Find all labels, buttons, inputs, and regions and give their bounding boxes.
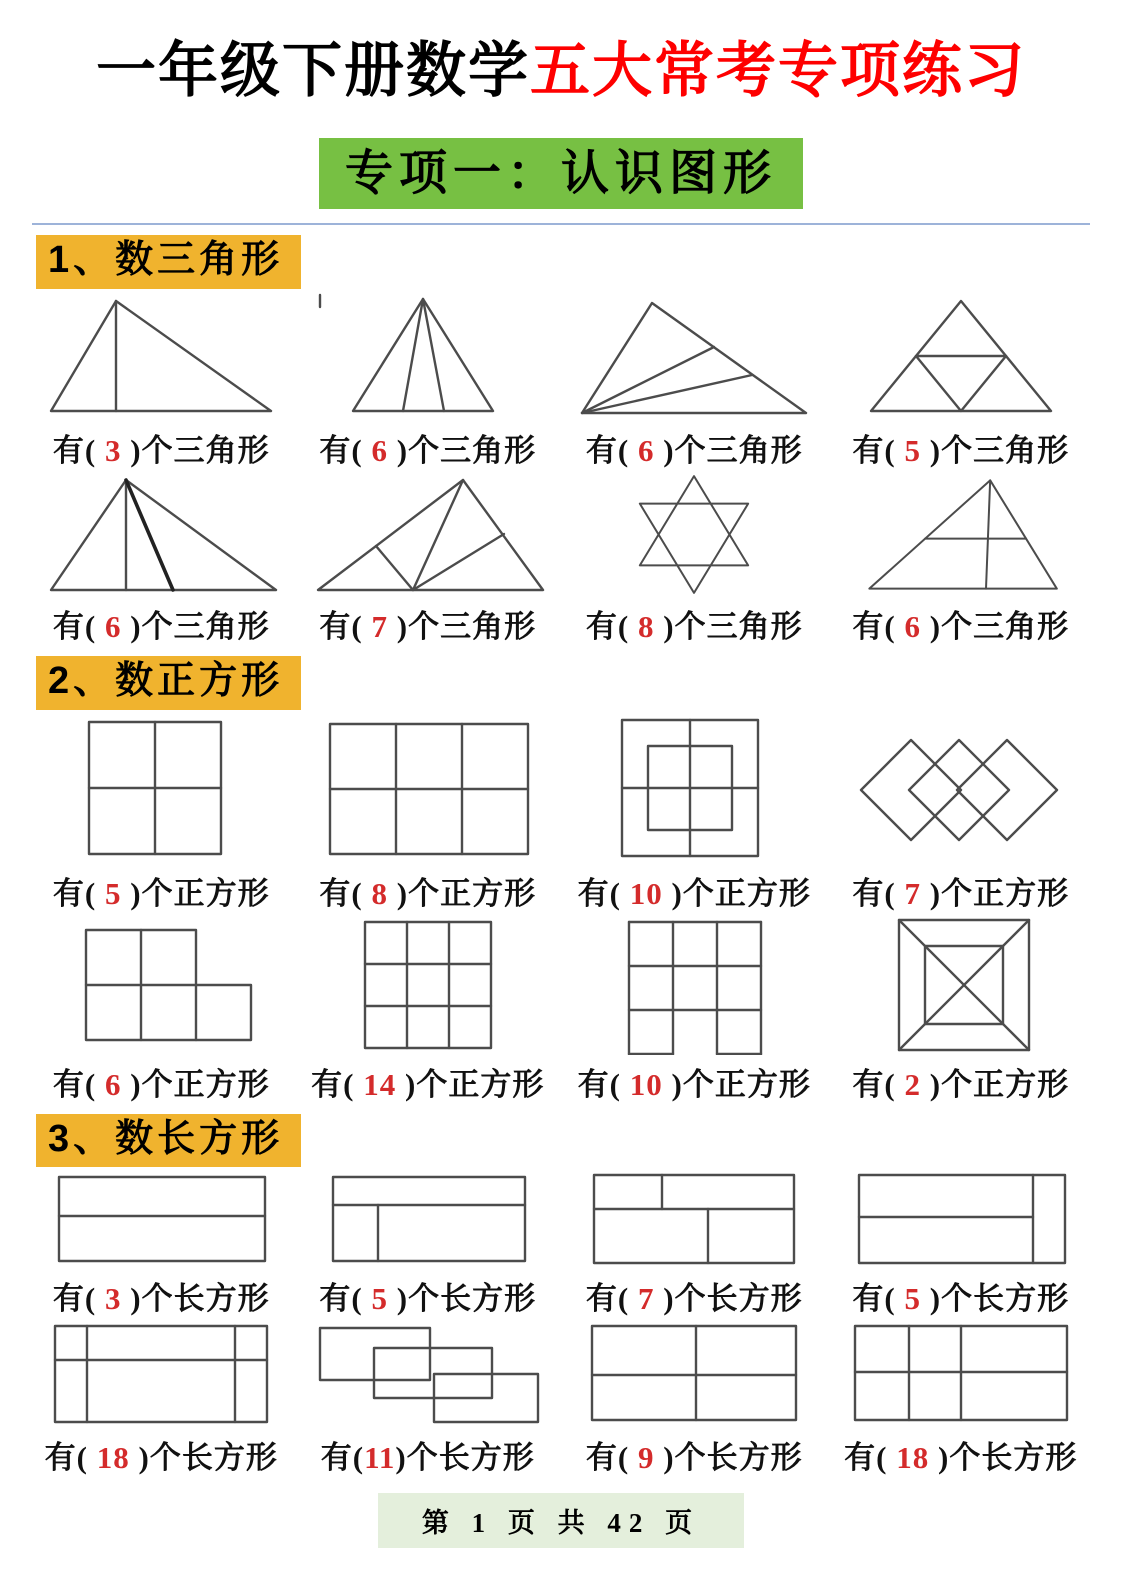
answer-prefix: 有(: [311, 1066, 355, 1102]
answer-line: [28, 601, 295, 646]
step-pentomino-figure: [36, 915, 286, 1055]
answer-count: 6: [96, 1066, 131, 1102]
rect-3x2-uneven-figure: [836, 1320, 1086, 1428]
exercise-cell: [828, 1320, 1095, 1477]
triangle-midsegment-figure: [836, 291, 1086, 421]
exercise-cell: [828, 712, 1095, 913]
answer-suffix: )个正方形: [405, 1066, 545, 1102]
exercise-cell: [295, 712, 562, 913]
answer-suffix: )个三角形: [929, 432, 1070, 468]
answer-count: 2: [895, 1066, 930, 1102]
topic-banner: 专项一：认识图形: [319, 138, 803, 209]
answer-line: [28, 1059, 295, 1104]
answer-count: 18: [88, 1440, 139, 1476]
rect-offset-split-figure: [569, 1169, 819, 1269]
exercise-cell: [28, 712, 295, 913]
answer-suffix: )个长方形: [663, 1281, 803, 1317]
answer-line: [295, 601, 562, 646]
answer-count: 5: [895, 432, 930, 468]
answer-prefix: 有(: [577, 875, 621, 911]
answer-count: 6: [96, 608, 131, 644]
grid-2x2-figure: [36, 712, 286, 864]
answer-line: [295, 1059, 562, 1104]
exercise-cell: [561, 1169, 828, 1318]
answer-prefix: 有(: [320, 1440, 365, 1476]
answer-prefix: 有(: [585, 432, 630, 468]
answer-count: 6: [629, 432, 664, 468]
exercise-cell: [28, 1169, 295, 1318]
answer-prefix: 有(: [577, 1066, 621, 1102]
exercise-cell: [561, 1320, 828, 1477]
exercise-cell: [28, 291, 295, 470]
exercise-cell: [28, 472, 295, 646]
answer-line: [295, 1273, 562, 1318]
rectangle-row-2: [28, 1320, 1094, 1477]
exercise-cell: [561, 291, 828, 470]
square-row-2: [28, 915, 1094, 1104]
answer-suffix: )个正方形: [130, 1066, 270, 1102]
answer-prefix: 有(: [52, 1281, 97, 1317]
rect-2x2-figure: [569, 1320, 819, 1428]
exercise-cell: [295, 915, 562, 1104]
page-title: [28, 38, 1094, 104]
grid-3x3-figure: [303, 915, 553, 1055]
rect-right-column-figure: [836, 1169, 1086, 1269]
answer-prefix: 有(: [52, 608, 97, 644]
exercise-cell: [828, 291, 1095, 470]
answer-line: [561, 425, 828, 470]
answer-prefix: 有(: [52, 432, 97, 468]
answer-line: [828, 1273, 1095, 1318]
exercise-cell: [295, 1169, 562, 1318]
square-inscribed-diagonals-figure: [836, 915, 1086, 1055]
triangle-two-cevians-figure: [303, 291, 553, 421]
grid-3x2-figure: [303, 712, 553, 864]
triangle-fan-figure: [569, 291, 819, 421]
answer-line: [828, 601, 1095, 646]
answer-count: 5: [895, 1281, 930, 1317]
page-title-black: 一年级下册数学: [96, 37, 530, 104]
section-heading-triangles: 1、数三角形: [36, 235, 301, 289]
triangle-row-2: [28, 472, 1094, 646]
answer-count: 3: [96, 1281, 131, 1317]
answer-prefix: 有(: [852, 1066, 896, 1102]
answer-suffix: )个长方形: [396, 1281, 537, 1317]
exercise-cell: [561, 712, 828, 913]
answer-line: [561, 868, 828, 913]
answer-prefix: 有(: [844, 1440, 888, 1476]
grid-3x3-missing-cell-figure: [569, 915, 819, 1055]
rect-3x2-margins-figure: [36, 1320, 286, 1428]
answer-line: [295, 425, 562, 470]
answer-line: [561, 1059, 828, 1104]
answer-prefix: 有(: [585, 608, 630, 644]
triangle-row-1: [28, 291, 1094, 470]
exercise-cell: [561, 472, 828, 646]
answer-count: 7: [895, 875, 930, 911]
three-overlapping-rects-figure: [303, 1320, 553, 1428]
triangle-cevian-fan-figure: [303, 472, 553, 597]
answer-count: 6: [895, 608, 930, 644]
answer-line: [295, 868, 562, 913]
answer-count: 3: [96, 432, 131, 468]
grid-2x2-inner-square-figure: [569, 712, 819, 864]
answer-suffix: )个长方形: [138, 1440, 278, 1476]
answer-prefix: 有(: [852, 608, 896, 644]
answer-count: 5: [362, 1281, 397, 1317]
answer-prefix: 有(: [319, 1281, 363, 1317]
answer-suffix: )个三角形: [929, 608, 1070, 644]
answer-count: 10: [621, 1066, 672, 1102]
hexagram-star-figure: [569, 472, 819, 597]
answer-line: [28, 1273, 295, 1318]
section-heading-rectangles: 3、数长方形: [36, 1114, 301, 1168]
answer-count: 7: [362, 608, 397, 644]
answer-suffix: )个三角形: [396, 608, 537, 644]
answer-line: [28, 1432, 295, 1477]
divider-line: [32, 223, 1090, 225]
answer-prefix: 有(: [585, 1440, 630, 1476]
answer-count: 8: [362, 875, 397, 911]
page-title-red: 五大常考专项练习: [530, 37, 1026, 104]
answer-suffix: )个三角形: [663, 432, 803, 468]
answer-prefix: 有(: [319, 875, 363, 911]
answer-line: [561, 601, 828, 646]
answer-suffix: )个正方形: [671, 875, 811, 911]
triangle-cross-lines-figure: [836, 472, 1086, 597]
answer-prefix: 有(: [852, 1281, 896, 1317]
triangle-bold-cevian-figure: [36, 472, 286, 597]
answer-prefix: 有(: [852, 875, 896, 911]
exercise-cell: [828, 1169, 1095, 1318]
answer-line: [828, 868, 1095, 913]
answer-suffix: )个三角形: [130, 608, 270, 644]
answer-line: [561, 1273, 828, 1318]
answer-suffix: )个长方形: [938, 1440, 1078, 1476]
answer-count: 18: [887, 1440, 938, 1476]
answer-count: 8: [629, 608, 664, 644]
exercise-cell: [28, 1320, 295, 1477]
answer-line: [828, 1432, 1095, 1477]
answer-count: 9: [629, 1440, 664, 1476]
answer-prefix: 有(: [44, 1440, 88, 1476]
square-row-1: [28, 712, 1094, 913]
answer-count: 7: [629, 1281, 664, 1317]
answer-suffix: )个长方形: [130, 1281, 270, 1317]
answer-prefix: 有(: [52, 1066, 97, 1102]
exercise-cell: [828, 915, 1095, 1104]
exercise-cell: [295, 472, 562, 646]
exercise-cell: [828, 472, 1095, 646]
answer-suffix: )个正方形: [130, 875, 270, 911]
rectangle-row-1: [28, 1169, 1094, 1318]
answer-prefix: 有(: [585, 1281, 630, 1317]
answer-prefix: 有(: [319, 432, 363, 468]
answer-suffix: )个正方形: [929, 1066, 1070, 1102]
answer-suffix: )个三角形: [663, 608, 803, 644]
answer-suffix: )个长方形: [395, 1440, 535, 1476]
answer-line: [28, 425, 295, 470]
exercise-cell: [295, 1320, 562, 1477]
answer-count: 10: [621, 875, 672, 911]
answer-line: [295, 1432, 562, 1477]
answer-suffix: )个正方形: [929, 875, 1070, 911]
three-diamonds-figure: [836, 712, 1086, 864]
triangle-with-altitude-figure: [36, 291, 286, 421]
answer-suffix: )个三角形: [396, 432, 537, 468]
answer-prefix: 有(: [319, 608, 363, 644]
answer-suffix: )个长方形: [663, 1440, 803, 1476]
answer-line: [561, 1432, 828, 1477]
answer-prefix: 有(: [52, 875, 97, 911]
rect-top-strip-split-figure: [303, 1169, 553, 1269]
answer-count: 5: [96, 875, 131, 911]
answer-suffix: )个正方形: [396, 875, 537, 911]
answer-count: 11: [364, 1440, 396, 1476]
exercise-cell: [295, 291, 562, 470]
answer-line: [828, 1059, 1095, 1104]
answer-suffix: )个长方形: [929, 1281, 1070, 1317]
exercise-cell: [28, 915, 295, 1104]
answer-suffix: )个三角形: [130, 432, 270, 468]
answer-line: [828, 425, 1095, 470]
page-number-footer: 第 1 页 共 42 页: [378, 1493, 744, 1548]
answer-suffix: )个正方形: [671, 1066, 811, 1102]
answer-count: 14: [354, 1066, 405, 1102]
answer-prefix: 有(: [852, 432, 896, 468]
exercise-cell: [561, 915, 828, 1104]
answer-line: [28, 868, 295, 913]
rect-two-rows-figure: [36, 1169, 286, 1269]
section-heading-squares: 2、数正方形: [36, 656, 301, 710]
answer-count: 6: [362, 432, 397, 468]
